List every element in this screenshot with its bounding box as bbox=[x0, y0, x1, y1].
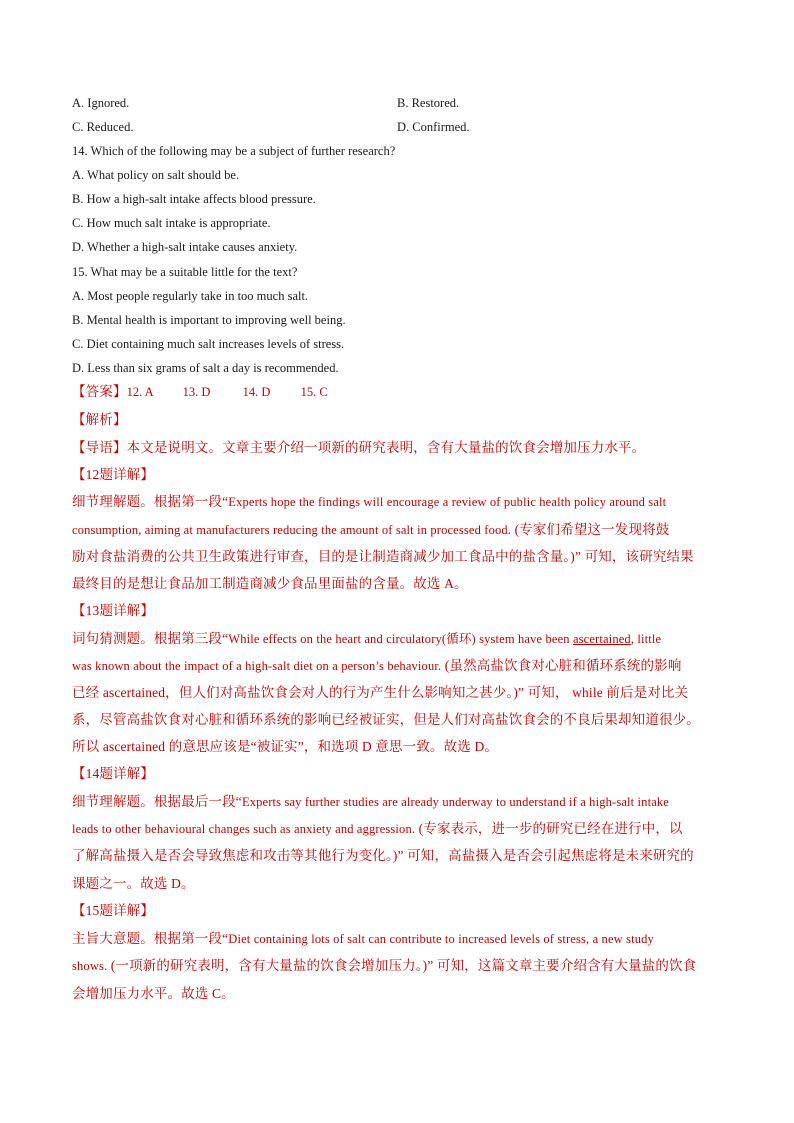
explanation-13-line2 bbox=[72, 658, 681, 674]
explanation-15-line3: 会增加压力水平。故选 C。 bbox=[72, 986, 235, 1001]
question-15-stem: 15. What may be a suitable little for the text? bbox=[72, 265, 298, 279]
option-14a: A. What policy on salt should be. bbox=[72, 168, 240, 182]
explanation-15-line1 bbox=[72, 931, 654, 947]
explanation-15-label: 【15题详解】 bbox=[72, 903, 155, 918]
explanation-15-line2 bbox=[72, 958, 696, 974]
answer-label: 【答案】 bbox=[72, 384, 127, 399]
explanation-13-label: 【13题详解】 bbox=[72, 603, 155, 618]
guide-text: 本文是说明文。文章主要介绍一项新的研究表明，含有大量盐的饮食会增加压力水平。 bbox=[126, 440, 646, 455]
option-13a: A. Ignored. bbox=[72, 96, 130, 110]
explanation-13-quote-end: , little bbox=[630, 632, 662, 646]
explanation-14-translation: (专家表示，进一步的研究已经在进行中，以 bbox=[415, 821, 683, 836]
explanation-12-line2 bbox=[72, 522, 669, 538]
explanation-12-label: 【12题详解】 bbox=[72, 467, 155, 482]
answer-line bbox=[72, 384, 328, 400]
explanation-15-translation: (一项新的研究表明，含有大量盐的饮食会增加压力。)” 可知，这篇文章主要介绍含有大量盐的饮食 bbox=[107, 958, 697, 973]
explanation-12-quote-cont: consumption, aiming at manufacturers reducing the amount of salt in processed food. bbox=[72, 523, 512, 537]
explanation-12-line3: 励对食盐消费的公共卫生政策进行审查，目的是让制造商减少加工食品中的盐含量。)” 可知，该研究结果 bbox=[72, 549, 694, 564]
guide-label: 【导语】 bbox=[72, 440, 127, 455]
explanation-12-line4: 最终目的是想让食品加工制造商减少食品里面盐的含量。故选 A。 bbox=[72, 576, 468, 591]
explanation-15-quote: Diet containing lots of salt can contribute to increased levels of stress, a new study bbox=[228, 932, 654, 946]
explanation-13-line4: 系，尽管高盐饮食对心脏和循环系统的影响已经被证实，但是人们对高盐饮食会的不良后果却知道很少。 bbox=[72, 712, 700, 727]
explanation-13-keyword: ascertained bbox=[572, 632, 631, 646]
option-15d: D. Less than six grams of salt a day is recommended. bbox=[72, 361, 339, 375]
answer-14: 14. D bbox=[242, 385, 271, 399]
option-13c: C. Reduced. bbox=[72, 120, 134, 134]
explanation-14-quote-cont: leads to other behavioural changes such as anxiety and aggression. bbox=[72, 822, 416, 836]
explanation-12-quote: Experts hope the findings will encourage a review of public health policy around salt bbox=[228, 495, 667, 509]
explanation-14-text-cn: 细节理解题。根据最后一段“ bbox=[72, 794, 242, 809]
explanation-13-line5: 所以 ascertained 的意思应该是“被证实”，和选项 D 意思一致。故选 D。 bbox=[72, 739, 499, 754]
explanation-12-text-cn: 细节理解题。根据第一段“ bbox=[72, 494, 229, 509]
option-15c: C. Diet containing much salt increases levels of stress. bbox=[72, 337, 345, 351]
answer-15: 15. C bbox=[300, 385, 328, 399]
analysis-label: 【解析】 bbox=[72, 412, 127, 427]
explanation-12-line1 bbox=[72, 494, 666, 510]
explanation-13-quote: While effects on the heart and circulatory(循环) system have been bbox=[228, 632, 573, 646]
explanation-13-line3: 已经 ascertained，但人们对高盐饮食会对人的行为产生什么影响知之甚少。)” 可知， while 前后是对比关 bbox=[72, 685, 689, 700]
explanation-14-line1 bbox=[72, 794, 669, 810]
guide-line bbox=[72, 440, 645, 456]
explanation-15-quote-cont: shows. bbox=[72, 959, 108, 973]
answer-13: 13. D bbox=[182, 385, 211, 399]
explanation-13-translation: (虽然高盐饮食对心脏和循环系统的影响 bbox=[441, 658, 682, 673]
explanation-15-text-cn: 主旨大意题。根据第一段“ bbox=[72, 931, 229, 946]
option-14c: C. How much salt intake is appropriate. bbox=[72, 216, 271, 230]
explanation-14-line3: 了解高盐摄入是否会导致焦虑和攻击等其他行为变化。)” 可知，高盐摄入是否会引起焦虑将是未来研究的 bbox=[72, 848, 694, 863]
explanation-14-line4: 课题之一。故选 D。 bbox=[72, 876, 195, 891]
explanation-13-text-cn: 词句猜测题。根据第三段“ bbox=[72, 631, 229, 646]
explanation-14-label: 【14题详解】 bbox=[72, 766, 155, 781]
explanation-13-line1 bbox=[72, 631, 661, 647]
question-14-stem: 14. Which of the following may be a subject of further research? bbox=[72, 144, 396, 158]
explanation-14-quote: Experts say further studies are already underway to understand if a high-salt intake bbox=[241, 795, 669, 809]
option-15b: B. Mental health is important to improving well being. bbox=[72, 313, 346, 327]
option-13b: B. Restored. bbox=[397, 96, 460, 110]
option-14d: D. Whether a high-salt intake causes anxiety. bbox=[72, 240, 298, 254]
answer-12: 12. A bbox=[126, 385, 154, 399]
explanation-13-quote-cont: was known about the impact of a high-salt diet on a person’s behaviour. bbox=[72, 659, 442, 673]
option-15a: A. Most people regularly take in too much salt. bbox=[72, 289, 309, 303]
explanation-14-line2 bbox=[72, 821, 683, 837]
option-13d: D. Confirmed. bbox=[397, 120, 470, 134]
option-14b: B. How a high-salt intake affects blood pressure. bbox=[72, 192, 316, 206]
explanation-12-translation: (专家们希望这一发现将鼓 bbox=[511, 522, 670, 537]
